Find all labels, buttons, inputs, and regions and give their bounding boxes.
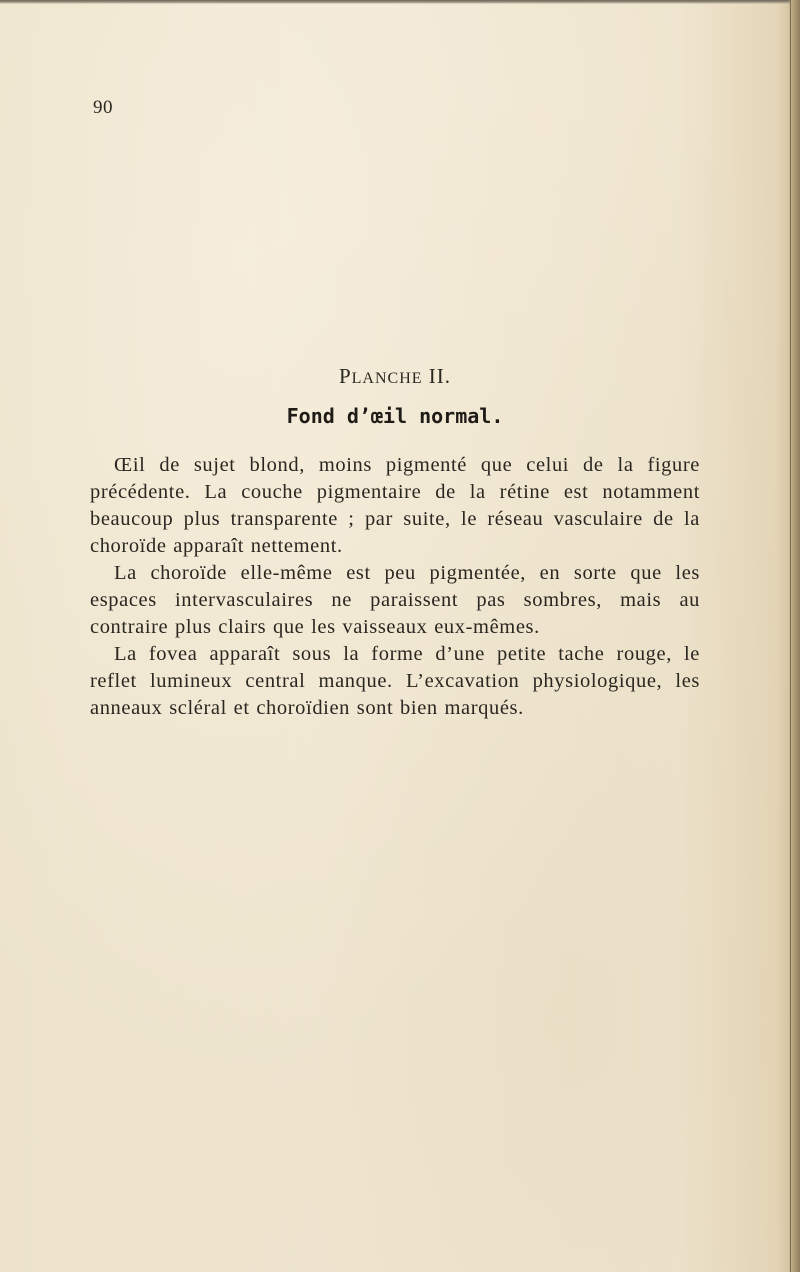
page-number: 90: [93, 97, 113, 118]
page-edge-line: [790, 0, 791, 1272]
plate-heading: [0, 364, 790, 389]
top-edge-rule: [0, 0, 790, 4]
paragraph-1: Œil de sujet blond, moins pigmenté que celui de la figure précédente. La couche pigmentaire de la rétine est notamment beaucoup plus transparente ; par suite, le réseau vasculaire de la choroïde apparaît nettement.: [90, 454, 700, 557]
plate-heading-word: LANCHE: [351, 370, 423, 387]
paragraph-2: La choroïde elle-même est peu pigmentée, en sorte que les espaces intervasculaires ne paraissent pas sombres, mais au contraire plus clairs que les vaisseaux eux-mêmes.: [90, 562, 700, 638]
plate-heading-initial: P: [338, 364, 352, 388]
plate-title: Fond d’œil normal.: [286, 404, 504, 428]
plate-heading-numeral: II.: [428, 364, 452, 388]
body-text: [90, 452, 700, 722]
paragraph-3: La fovea apparaît sous la forme d’une petite tache rouge, le reflet lumineux central manque. L’excavation physiologique, les anneaux scléral et choroïdien sont bien marqués.: [90, 643, 700, 719]
